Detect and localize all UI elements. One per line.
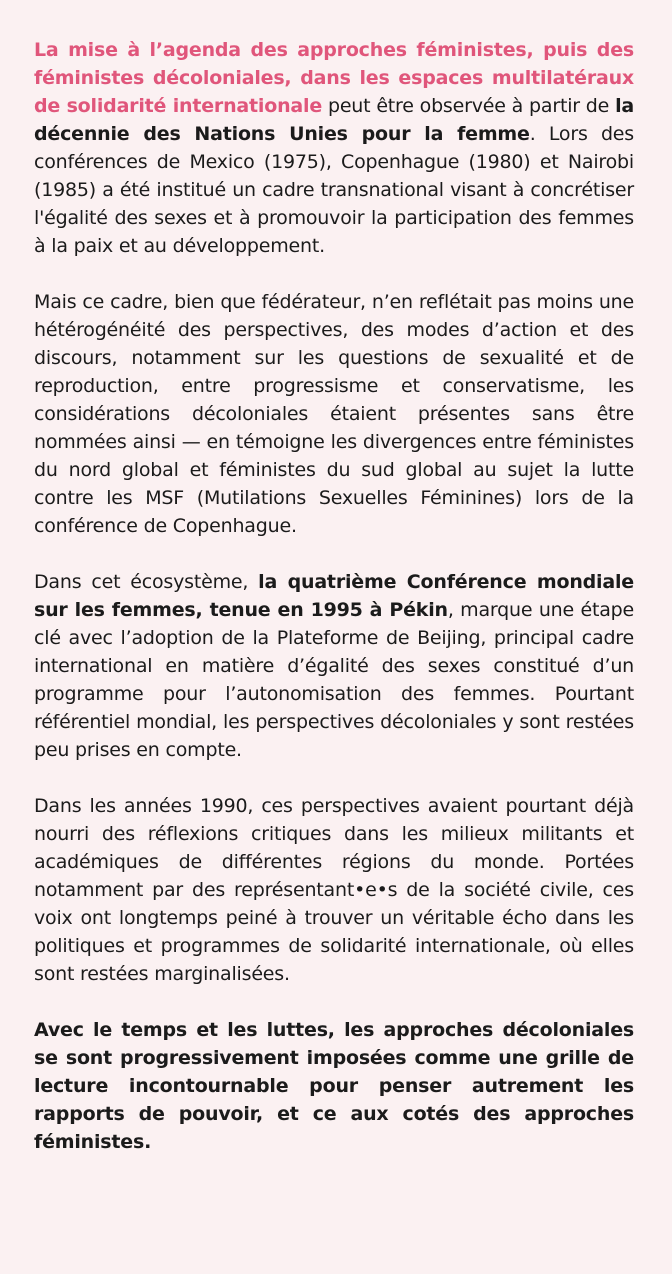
- paragraph-intro-text-b: . Lors des conférences de Mexico (1975), Copenhague (1980) et Nairobi (1985) a été institué un cadre transnational visant à concrétiser l'égalité des sexes et à promouvoir la participation des femmes à la paix et au développement.: [34, 123, 634, 257]
- paragraph-beijing: [34, 568, 634, 764]
- paragraph-conclusion: Avec le temps et les luttes, les approches décoloniales se sont progressivement imposées comme une grille de lecture incontournable pour penser autrement les rapports de pouvoir, et ce aux cotés des approches féministes.: [34, 1019, 634, 1153]
- paragraph-1990s: Dans les années 1990, ces perspectives avaient pourtant déjà nourri des réflexions critiques dans les milieux militants et académiques de différentes régions du monde. Portées notamment par des représentant•e•s de la société civile, ces voix ont longtemps peiné à trouver un véritable écho dans les politiques et programmes de solidarité internationale, où elles sont restées marginalisées.: [34, 795, 634, 985]
- paragraph-beijing-text-a: Dans cet écosystème,: [34, 571, 259, 593]
- highlight-heading-text: La mise à l’agenda des approches féministes, puis des féministes décoloniales, dans les espaces multilatéraux de solidarité internationale: [34, 39, 634, 117]
- paragraph-intro-text-a: peut être observée à partir de: [322, 95, 616, 117]
- paragraph-framework: Mais ce cadre, bien que fédérateur, n’en reflétait pas moins une hétérogénéité des perspectives, des modes d’action et des discours, notamment sur les questions de sexualité et de reproduction, entre progressisme et conservatisme, les considérations décoloniales étaient présentes sans être nommées ainsi — en témoigne les divergences entre féministes du nord global et féministes du sud global au sujet la lutte contre les MSF (Mutilations Sexuelles Féminines) lors de la conférence de Copenhague.: [34, 291, 634, 537]
- paragraph-intro: [34, 36, 634, 260]
- bold-un-decade: la décennie des Nations Unies pour la femme: [34, 95, 634, 145]
- bold-beijing-conference: la quatrième Conférence mondiale sur les femmes, tenue en 1995 à Pékin: [34, 571, 634, 621]
- paragraph-beijing-text-b: , marque une étape clé avec l’adoption de la Plateforme de Beijing, principal cadre international en matière d’égalité des sexes constitué d’un programme pour l’autonomisation des femmes. Pourtant référentiel mondial, les perspectives décoloniales y sont restées peu prises en compte.: [34, 599, 634, 761]
